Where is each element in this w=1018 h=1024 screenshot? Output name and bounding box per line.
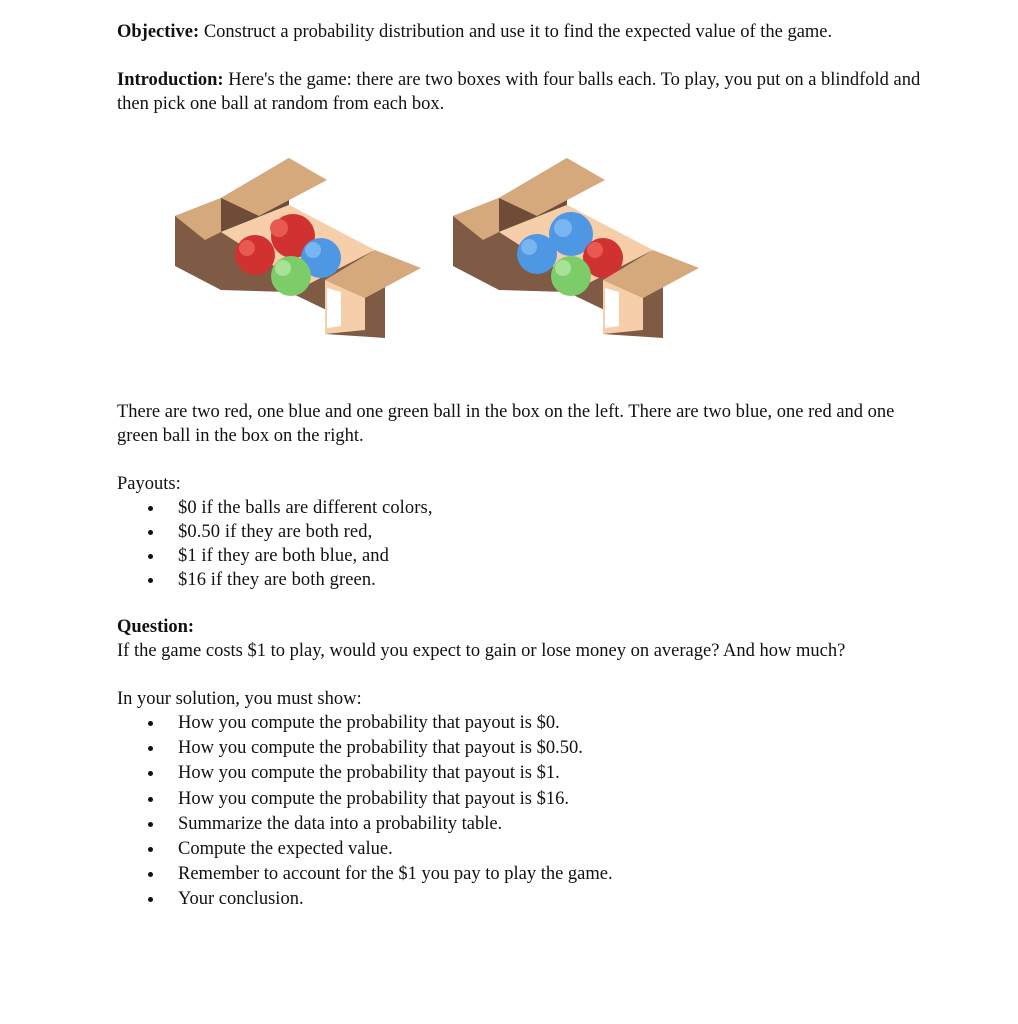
introduction-text: Here's the game: there are two boxes with four balls each. To play, you put on a blindfold and then pick one ball at random from each box. <box>117 70 921 114</box>
objective-label: Objective: <box>117 22 200 42</box>
list-item: $0.50 if they are both red, <box>117 520 937 544</box>
introduction-label: Introduction: <box>117 70 224 90</box>
right-box-icon <box>453 158 699 338</box>
list-item: $0 if the balls are different colors, <box>117 496 937 520</box>
list-item: Your conclusion. <box>117 887 937 912</box>
introduction-paragraph <box>117 68 937 116</box>
list-item: $1 if they are both blue, and <box>117 544 937 568</box>
solution-list <box>117 711 937 913</box>
list-item: Compute the expected value. <box>117 837 937 862</box>
list-item: How you compute the probability that payout is $1. <box>117 761 937 786</box>
left-box-icon <box>175 158 421 338</box>
list-item: Remember to account for the $1 you pay to play the game. <box>117 862 937 887</box>
objective-text: Construct a probability distribution and use it to find the expected value of the game. <box>199 22 833 42</box>
payouts-list <box>117 496 937 592</box>
worksheet <box>117 20 937 913</box>
list-item: Summarize the data into a probability table. <box>117 812 937 837</box>
payouts-heading: Payouts: <box>117 474 181 494</box>
solution-heading: In your solution, you must show: <box>117 689 362 709</box>
list-item: How you compute the probability that payout is $0.50. <box>117 736 937 761</box>
question-heading: Question: <box>117 617 195 637</box>
description-paragraph: There are two red, one blue and one green ball in the box on the left. There are two blue, one red and one green ball in the box on the right. <box>117 402 895 446</box>
list-item: How you compute the probability that payout is $16. <box>117 787 937 812</box>
boxes-illustration <box>117 128 937 400</box>
list-item: How you compute the probability that payout is $0. <box>117 711 937 736</box>
question-text: If the game costs $1 to play, would you expect to gain or lose money on average? And how much? <box>117 641 846 661</box>
list-item: $16 if they are both green. <box>117 568 937 592</box>
objective-paragraph <box>117 20 937 44</box>
